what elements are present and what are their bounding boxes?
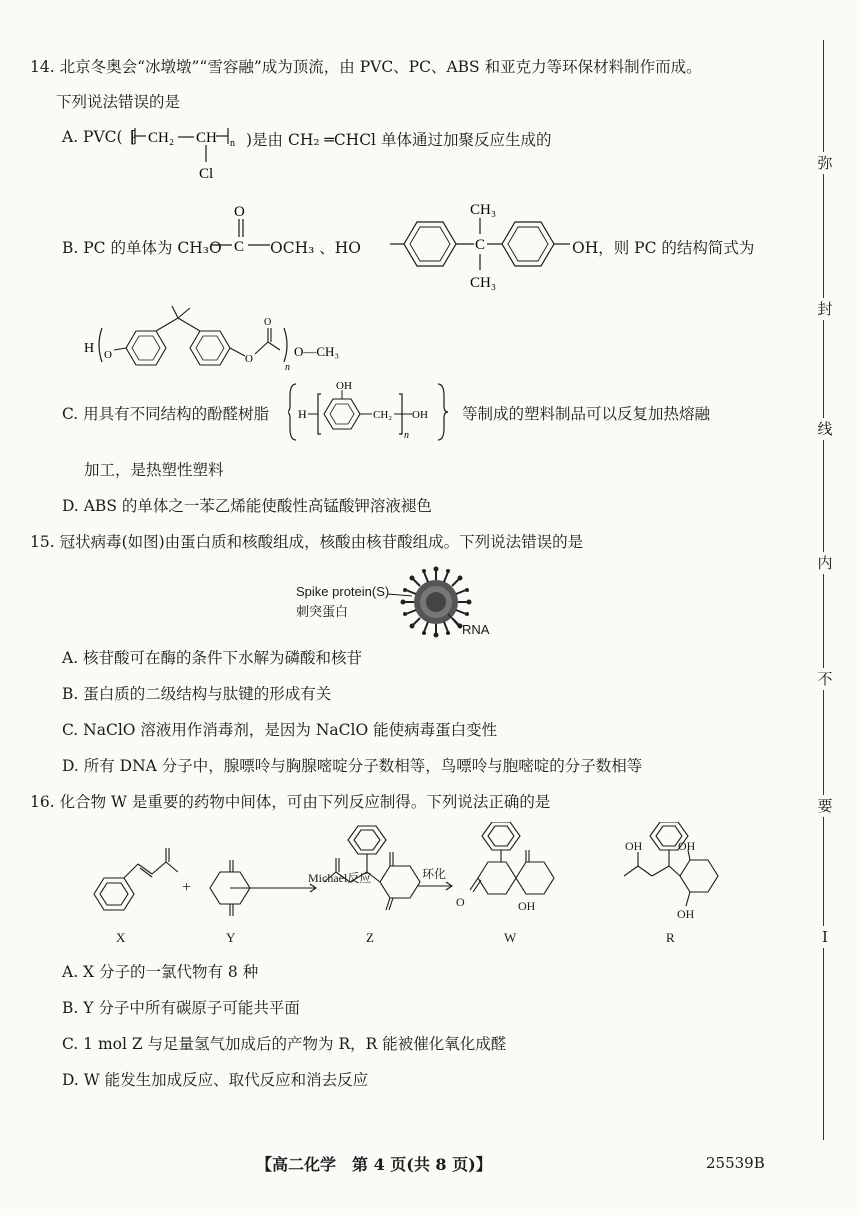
svg-text:n: n xyxy=(404,430,409,441)
cyclization-label: 环化 xyxy=(422,867,447,881)
q14-option-d: D. ABS 的单体之一苯乙烯能使酸性高锰酸钾溶液褪色 xyxy=(62,497,432,515)
svg-text:n: n xyxy=(230,138,235,149)
phenolic-resin-structure xyxy=(288,378,464,444)
label-w: W xyxy=(504,930,517,945)
q15-option-d: D. 所有 DNA 分子中，腺嘌呤与胸腺嘧啶分子数相等，鸟嘌呤与胞嘧啶的分子数相等 xyxy=(62,757,643,775)
rna-label: RNA xyxy=(462,622,490,637)
svg-text:OH: OH xyxy=(678,839,696,853)
svg-text:+: + xyxy=(182,879,192,896)
q14-option-c-line2: 加工，是热塑性塑料 xyxy=(84,461,224,479)
spike-protein-label: Spike protein(S) xyxy=(296,584,390,599)
q14-stem-line1: 14. 北京冬奥会“冰墩墩”“雪容融”成为顶流，由 PVC、PC、ABS 和亚克力等环保材料制作而成。 xyxy=(30,58,702,76)
margin-char: I xyxy=(814,926,836,948)
margin-char: 封 xyxy=(814,298,836,320)
q14-option-a-prefix: A. PVC( xyxy=(62,128,123,146)
q16-option-c: C. 1 mol Z 与足量氢气加成后的产物为 R，R 能被催化氧化成醛 xyxy=(62,1035,507,1053)
svg-text:O: O xyxy=(456,895,465,909)
q15-option-c: C. NaClO 溶液用作消毒剂，是因为 NaClO 能使病毒蛋白变性 xyxy=(62,721,498,739)
svg-text:n: n xyxy=(285,362,290,373)
svg-text:⁅: ⁅ xyxy=(130,129,137,146)
svg-text:OH: OH xyxy=(518,899,536,913)
spike-protein-cn-label: 刺突蛋白 xyxy=(296,605,349,620)
q16-stem: 16. 化合物 W 是重要的药物中间体，可由下列反应制得。下列说法正确的是 xyxy=(30,793,551,811)
q16-option-b: B. Y 分子中所有碳原子可能共平面 xyxy=(62,999,300,1017)
margin-char: 不 xyxy=(814,668,836,690)
q14-option-b-mid: OCH₃ 、HO xyxy=(270,239,361,257)
pc-polymer-structure xyxy=(80,300,380,380)
label-z: Z xyxy=(366,930,374,945)
q14-option-c-suffix: 等制成的塑料制品可以反复加热熔融 xyxy=(462,405,711,423)
binding-line xyxy=(823,40,824,1140)
svg-text:C: C xyxy=(234,239,245,255)
q15-stem: 15. 冠状病毒(如图)由蛋白质和核酸组成，核酸由核苷酸组成。下列说法错误的是 xyxy=(30,533,584,551)
q14-option-b-prefix: B. PC 的单体为 CH₃O xyxy=(62,239,222,257)
svg-text:C: C xyxy=(475,237,486,253)
svg-text:CH₃: CH₃ xyxy=(470,275,497,291)
svg-text:OH: OH xyxy=(412,409,428,421)
q14-option-a-text: )是由 CH₂ ═CHCl 单体通过加聚反应生成的 xyxy=(246,131,552,149)
svg-text:H: H xyxy=(84,341,95,356)
page-footer: 【高二化学 第 4 页(共 8 页)】 xyxy=(256,1155,492,1174)
michael-reaction-label: Michael反应 xyxy=(308,871,372,885)
label-r: R xyxy=(666,930,675,945)
q14-option-b-suffix: OH，则 PC 的结构简式为 xyxy=(572,239,755,257)
svg-text:H: H xyxy=(298,407,307,421)
q15-option-a: A. 核苷酸可在酶的条件下水解为磷酸和核苷 xyxy=(62,649,363,667)
q16-option-d: D. W 能发生加成反应、取代反应和消去反应 xyxy=(62,1071,369,1089)
svg-text:O: O xyxy=(264,317,272,328)
pvc-cl-label: Cl xyxy=(199,166,214,182)
svg-text:O: O xyxy=(104,349,112,361)
q14-stem-line2: 下列说法错误的是 xyxy=(56,93,181,111)
margin-char: 要 xyxy=(814,795,836,817)
svg-text:OH: OH xyxy=(625,839,643,853)
compound-w-ring-a xyxy=(478,862,516,894)
svg-text:CH₂: CH₂ xyxy=(373,409,393,421)
exam-code: 25539B xyxy=(706,1154,765,1172)
svg-text:O: O xyxy=(245,353,253,365)
svg-text:CH₃: CH₃ xyxy=(470,202,497,218)
reaction-scheme xyxy=(80,822,720,952)
svg-text:O: O xyxy=(234,204,245,220)
svg-text:CH₂: CH₂ xyxy=(148,130,175,146)
compound-w-ring-b xyxy=(516,862,554,894)
bisphenol-a-structure xyxy=(390,196,590,292)
svg-text:OH: OH xyxy=(336,380,352,392)
svg-text:OH: OH xyxy=(677,907,695,921)
compound-z-ring xyxy=(380,866,420,898)
label-x: X xyxy=(116,930,126,945)
compound-r-ring xyxy=(680,860,718,892)
svg-text:CH: CH xyxy=(196,130,217,146)
margin-char: 线 xyxy=(814,418,836,440)
q15-option-b: B. 蛋白质的二级结构与肽键的形成有关 xyxy=(62,685,332,703)
margin-char: 内 xyxy=(814,552,836,574)
coronavirus-illustration xyxy=(388,562,508,646)
margin-char: 弥 xyxy=(814,152,836,174)
q14-option-c-prefix: C. 用具有不同结构的酚醛树脂 xyxy=(62,405,270,423)
q16-option-a: A. X 分子的一氯代物有 8 种 xyxy=(62,963,259,981)
svg-text:O—CH₃: O—CH₃ xyxy=(294,344,339,359)
label-y: Y xyxy=(226,930,236,945)
